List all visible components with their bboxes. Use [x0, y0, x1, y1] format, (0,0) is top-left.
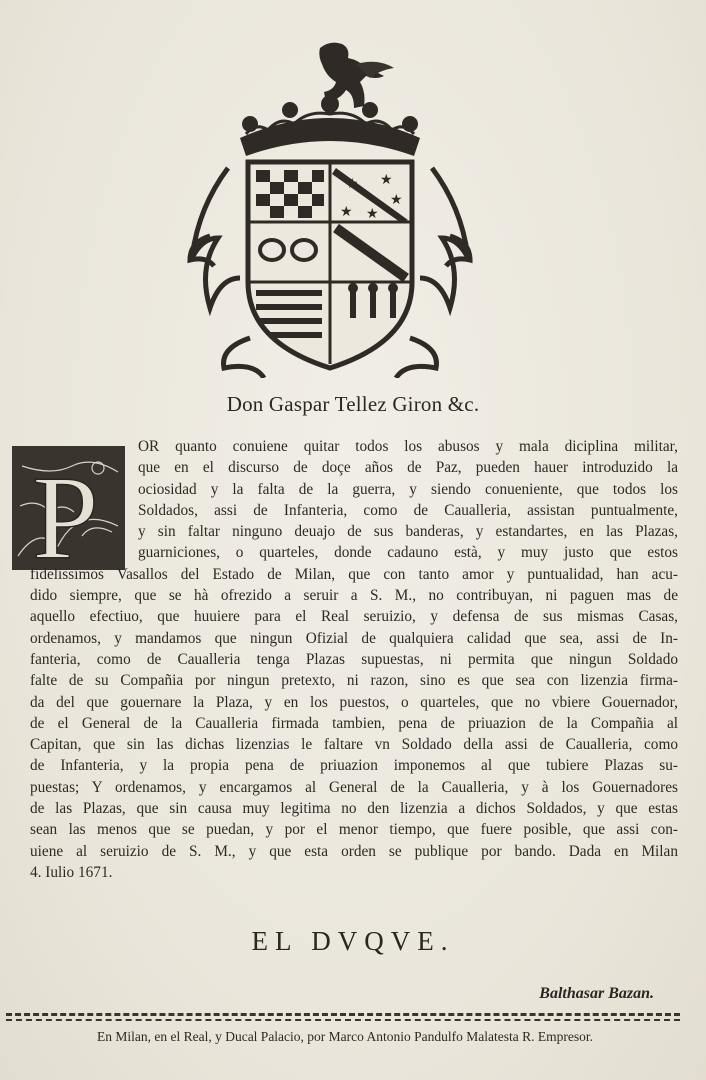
body-line: uiene al seruizio de S. M., y que esta orden se publique por bando. Dada en Milan	[30, 842, 678, 860]
body-line: falte de su Compañia por ningun pretexto, ni razon, sino es que sea con lizenzia firma-	[30, 672, 678, 690]
svg-text:★: ★	[346, 176, 359, 192]
signature: Balthasar Bazan.	[539, 985, 654, 1002]
drop-cap-letter: P	[32, 451, 99, 570]
svg-text:★: ★	[380, 172, 393, 188]
body-line: dido siempre, que se hà ofrezido a seruir a S. M., no contribuyan, ni paguen mas de	[30, 587, 678, 605]
printer-imprint: En Milan, en el Real, y Ducal Palacio, por Marco Antonio Pandulfo Malatesta R. Empresor.	[96, 1029, 593, 1044]
body-line: guarniciones, o quarteles, donde cadauno està, y muy justo que estos	[138, 544, 678, 562]
coat-of-arms-image	[180, 38, 480, 378]
document-title: Don Gaspar Tellez Giron &c.	[226, 392, 480, 416]
body-line: fanteria, como de Caualleria tenga Plazas supuestas, ni permita que ningun Soldado	[30, 650, 678, 668]
divider-rule-secondary	[6, 1019, 680, 1021]
divider-rule	[6, 1013, 680, 1016]
shield-icon	[248, 162, 412, 368]
body-line: Capitan, que sin las dichas lizenzias le faltare vn Soldado della assi de Caualleria, como	[30, 736, 678, 754]
body-line: de el General de la Caualleria firmada tambien, pena de priuazion de la Compañia al	[30, 714, 678, 732]
decree-body	[30, 436, 678, 883]
body-line: 4. Iulio 1671.	[30, 863, 113, 881]
svg-text:★: ★	[366, 206, 379, 222]
body-line: ociosidad y la falta de la guerra, y siendo conueniente, que todos los	[138, 480, 678, 498]
closing-heading: EL DVQVE.	[251, 926, 455, 956]
body-line: Soldados, assi de Infanteria, como de Caualleria, assistan puntualmente,	[138, 501, 678, 519]
body-line: ordenamos, y mandamos que ningun Ofizial de qualquiera calidad que sea, assi de In-	[30, 629, 678, 647]
body-line: y sin faltar ninguno deuajo de sus banderas, y estandartes, en las Plazas,	[138, 523, 678, 541]
body-line: OR quanto conuiene quitar todos los abusos y mala diciplina militar,	[138, 438, 678, 455]
svg-text:★: ★	[340, 204, 353, 220]
body-line: de las Plazas, que sin causa muy legitima no den lizenzia a dichos Soldados, y que estas	[30, 800, 678, 818]
body-line: da del que gouernare la Plaza, y en los puestos, o quarteles, que no vbiere Gouernador,	[30, 693, 678, 711]
body-line: que en el discurso de doçe años de Paz, pueden hauer introduzido la	[138, 459, 678, 477]
body-line: puestas; Y ordenamos, y encargamos al General de la Caualleria, y à los Gouernadores	[30, 778, 678, 796]
body-line: aquello efectiuo, que huuiere para el Real seruizio, y defensa de sus mismas Casas,	[30, 608, 678, 626]
body-line: fidelissimos Vasallos del Estado de Milan, que con tanto amor y puntualidad, han acu-	[30, 565, 678, 583]
body-line: de Infanteria, y la propia pena de priuazion imponemos al que tubiere Plazas su-	[30, 757, 678, 775]
crown-icon	[240, 95, 420, 156]
svg-text:★: ★	[390, 192, 403, 208]
body-line: sean las menos que se puedan, y por el menor tiempo, que fuere posible, que assi con-	[30, 821, 678, 839]
